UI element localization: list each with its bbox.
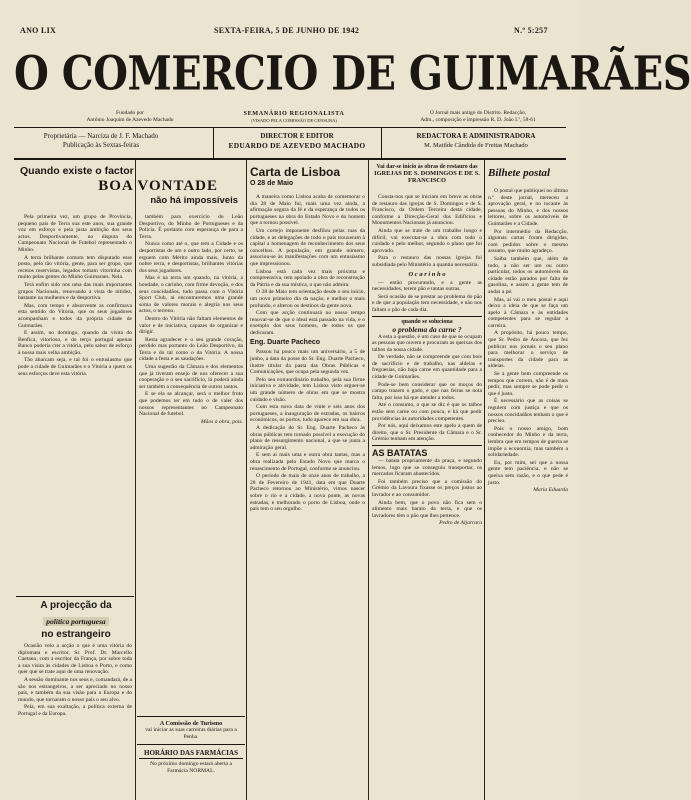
paragraph: A propósito, há pouco tempo, que Sr. Pedro de Ancora, que fez publicar nos jornais o seu plano para melhorar o serviço de transportes da cidade para as aldeias. [488,330,568,370]
farmacias-notice [139,749,243,775]
paragraph: A maneira como Lisboa acaba de comemorar o dia 28 de Maio foi, mais uma vez ainda, a afirmação segura da fé e da esperança de todos os portugueses na obra do Estado Novo e do homem que a tornou possível. [250,194,365,227]
weekly-note: (VISADO PELA COMISSÃO DE CENSURA) [251,118,337,123]
column-1 [18,214,132,594]
article-boa-vontade-heading [20,165,242,206]
paragraph: O 28 de Maio tem orientação desde o seu início, um novo primeiro dia da nação, e melhor o mais profundo, e alterou os destinos da gente nova. [250,289,365,309]
paragraph: Por nós, aqui deixamos este apelo a quem de direito, que o Sr. Presidente da Câmara e o Sr. Grémio tenham em atenção. [372,423,482,443]
paragraph: A terra brilhante comum tem disputado esse posto, pelo tão vitória, gente, para ser grupo, que receios reservistas, legados tomam vitorinha com muito pelas gentes do Minho Guimaraes. Nela. [18,254,132,281]
paragraph: — então procurando, e a gente as necessidades, terem pão e tantas outras. [372,279,482,293]
article-author: Pedro de Aljarrara [439,520,482,527]
paragraph: Lisboa está cada vez mais próxima e compreensiva, tem apoiado a obra de reconstrução da Pátria e da sua mística, o que não admira. [250,268,365,288]
issue-number: N.º 5:257 [514,26,548,35]
article-projeccao-body [18,643,132,800]
column-3 [250,194,365,800]
paragraph: Ocasião veio a acção o que é uma vitória do diplomata e escritor, Sr. Prof. Dr. Marcello Caetano, com a escritor da França, por sobre toda a sua visita às cidades de Lisboa e Porto, e como quer que se trate aqui de uma renovação. [18,643,132,676]
section-heading: AS BATATAS [372,445,482,458]
paragraph: Pelo seu extraordinário trabalho, pela sua firme iniciativa e atividade, tem Lisboa visto erguer-se um grande número de obras em que se mostra cuidado e visão. [250,376,365,403]
divider [381,128,382,158]
paragraph: A dedicação do Sr. Eng. Duarte Pacheco às obras públicas tem tornado possível a execução do plano de ressurgimento nacional, a que se junta a admiração geral. [250,425,365,451]
weekly-block [224,110,364,124]
paragraph: Um cortejo imponente desfilou pelas ruas da cidade, e as delegações de todo o país trouxeram à capital a homenagem de reconhecimento dos seus concelhos. A população, em grande número, associou-se às manifestações com um entusiasmo que impressionou. [250,227,365,267]
paragraph: Ainda bem, que o povo não fica sem o alimento mais barato da terra, e que os lavradores têm o pão que lhes pertence. [372,499,482,519]
paragraph: Mas, aí vai o meu postal e aqui deixo a ideia de que se faça um apelo à Câmara e às entidades competentes para se regular a carreira. [488,296,568,329]
paragraph: Pela, em sua exaltação, a política externa de Portugal e da Europa. [18,704,132,717]
article-signoff: Mãos à obra, pois. [200,418,243,425]
published-label: Publicação às Sextas-feiras [62,141,140,149]
article-subtitle: política portuguesa [43,617,108,626]
paragraph: No próximo domingo estará aberta a Farmácia NORMAL. [150,761,232,774]
admin-address: Adm., composição e impressão R. D. João I.º, 58-61 [420,117,536,123]
article-title: IGREJAS DE S. DOMINGOS E DE S. FRANCISCO [374,170,480,184]
article-carta-heading [250,165,366,187]
column-5 [488,188,568,800]
column-divider [368,160,369,800]
paragraph: Até o consumo, o que se diz é que os talhos estão sem carne ou com pouca, e há que pedir providências às autoridades competentes. [372,402,482,422]
article-kicker: Vai dar-se início às obras de restauro das [376,164,478,170]
paragraph: Se a gente bem compreende os tempos que correm, não é de mais pedir, mas sempre se pode pedir o que é justo. [488,371,568,397]
divider [14,127,566,128]
paragraph: Tão abarcam seja, e tal foi o entusiasmo que pode a cidade de Guimarães e o Vitória a quem os seus esforços deve esta vitória. [18,357,132,377]
paragraph: também para exercício do Leão Desportivo, do Minho de Portugueses e da Policia. É portanto com esperança de para a Terra. [139,214,243,240]
column-2 [139,214,243,599]
paragraph: Mas é na terra um quando, na vitória, a bondade, o carinho, com firme devoção, e dos seus concidadãos, tudo passa com o Vitória Sport Club, aí encontraremos uma grande soma de valores morais e alegria nos seus actos, o terreno. [139,275,243,315]
paragraph: Ainda que se trate de um trabalho longo e difícil, vai executar-se a obra com todo o cuidado e pelo melhor, segundo o plano que foi aprovado. [372,227,482,254]
paragraph: A esta a questão, é um caso de que se ocupam as pessoas que ouvem e procuram as queixas dos talhos da nossa cidade. [372,333,482,353]
director-label: DIRECTOR E EDITOR [260,132,334,140]
credits-left [16,132,186,150]
article-title: Carta de Lisboa [250,165,341,179]
paragraph: E se ela se alcançar, será o melhor fruto que podemos ter em tudo o de valer dos nossos representantes no Campeonato Nacional de futebol. [139,391,243,418]
article-bilhete-heading [488,167,568,179]
divider [213,128,214,158]
article-title: A projecção da [40,600,112,611]
divider [16,596,134,597]
column-divider [246,160,247,800]
oldest-label: O Jornal mais antigo do Distrito. Redacção, [429,110,527,116]
article-projeccao-heading [18,600,134,640]
paragraph: Consta-nos que se iniciam em breve as obras de restauro das igrejas de S. Domingos e de S. Francisco, da Ordem Terceira desta cidade, conforme a Direcção-Geral dos Edifícios e Monumentos Nacionais já anunciou. [372,194,482,227]
paragraph: Com esta nova data de vinte e seis anos dos portugueses, a inauguração de estradas, os bairros económicos, os portos, tudo aparece em sua obra. [250,404,365,424]
article-author: Maria Eduarda [533,487,568,494]
paragraph: Para o restauro das nossas igrejas foi subsidiada pelo Ministério a quantia necessária. [372,255,482,268]
issue-date: SEXTA-FEIRA, 5 DE JUNHO DE 1942 [214,26,360,35]
article-subtitle: no estrangeiro [41,629,111,640]
notice-title: A Comissão de Turismo [159,720,223,727]
section-heading: O c a r i n h o [408,270,446,278]
paragraph: vai iniciar as suas carreiras diárias para a Penha. [145,727,237,740]
paragraph: Eu, por mim, sei que a nossa gente tem paciência, e não se queixa sem razão, e o que pede é justo. [488,459,568,486]
divider [137,716,245,717]
paragraph: Pode-se bem considerar que os moços do campo trazem o gado, e que nas feiras se nota falta, por isso há que atender a todos. [372,381,482,401]
paragraph: E assim, no domingo, quando da visita do Benfica, vitorioso, e do terço portugal apenas Banco poderia crer a vitória, pelo sabor de esforço à nossa mais velha ambição. [18,330,132,356]
article-subtitle: não há impossíveis [150,195,238,206]
section-block [372,316,482,334]
credits-right [384,132,568,150]
article-title: BOA VONTADE [98,178,218,194]
paragraph: Pois o nosso amigo, bom conhecedor do Minho e da terra, lembra que em tempos de guerra se impõe a economia, mas também a solidariedade. [488,425,568,459]
paragraph: Uma sugestão da Câmara e dos elementos que já tiveram ensejo de nos oferecer a sua cooperação e o seu sacrifício, lá poderá ainda ser também a consequência de outros tantos. [139,364,243,390]
paragraph: Terá enfim sido nos uma das mais importantes grupos Nacionais, renovando a vista de nitidez, bastante na mulheres e da desportiva. [18,281,132,302]
column-4 [372,194,482,800]
paragraph: O postal que publiquei no último n.º deste jornal, mereceu a aprovação geral, e no tocante às pessoas do Minho, e dos nossos leitores, sobre os automóveis de Guimarães e a Cidade. [488,188,568,227]
weekly-label: SEMANÁRIO REGIONALISTA [243,110,345,117]
article-title: Bilhete postal [488,167,551,179]
paragraph: A sessão dominante nos seus e, comandará, de a são nos estrangeiros, a ser apreciado no nosso país, e também da sua visão para a Europa e do mundo, que tornaram o nosso país o seu alvo. [18,676,132,703]
paragraph: É necessário que as coisas se regulem com justiça e que os nossos concidadãos tenham o que é preciso. [488,398,568,425]
founded-block [70,110,190,124]
notice-title: HORÁRIO DAS FARMÁCIAS [139,749,243,759]
director-name: EDUARDO DE AZEVEDO MACHADO [228,141,366,150]
admin-label: REDACTORA E ADMINISTRADORA [416,132,536,140]
oldest-block [388,110,568,124]
paragraph: Foi também preciso que a comissão do Grémio da Lavoura fixasse os preços justos ao lavrador e ao consumidor. [372,478,482,498]
paragraph: Saiba também que, além de tudo, a não ser um ou outro particular, todos os automóveis da cidade estão parados por falta de gasolina, e assim a gente tem de andar a pé. [488,255,568,295]
section-heading: Eng. Duarte Pacheco [250,339,321,347]
newspaper-title: O COMERCIO DE GUIMARÃES [14,45,691,102]
paragraph: Mas, com tempo e absorvente as confirmava esta sentido do Vitória, que os seus jogadores acompanham e todos da própria cidade de Guimarães. [18,302,132,329]
paragraph: Por intermédio da Redacção, algumas cartas foram dirigidas, com pedidos sobre o mesmo assunto, que muito agradeço. [488,228,568,255]
admin-name: M. Matilde Cândida de Freitas Machado [424,142,528,149]
column-divider [135,160,136,800]
paragraph: De verdade, não se compreende que com bois de sacrifício e de trabalho, nas aldeias e freguesias, não haja carne em quantidade para a cidade de Guimarães. [372,354,482,381]
paragraph: Dentro do Vitória não faltam elementos de valor e de iniciativa, capazes de organizar e dirigir. [139,315,243,336]
paragraph: O período de mais de onze anos de trabalho, a 28 de Fevereiro de 1941, data em que Duarte Pacheco retornou ao Ministério, vimos nascer sobre o rio e a cidade, a nova ponte, as novas estradas, e melhorado o porto de Lisboa, onde o país tem o seu orgulho. [250,473,365,513]
section-kicker: quando se soluciona [401,318,453,325]
founded-label: Fundado por [116,110,144,116]
article-subtitle: O 28 de Maio [250,180,294,187]
paragraph: Passou há pouco mais um aniversário, a 5 de junho, a data da posse do Sr. Eng. Duarte Pacheco, ilustre titular da pasta das Obras Públicas e Comunicações, que ocupa pela segunda vez. [250,349,365,376]
paragraph: E sem ai mais uma e outra obra tantas, mas a obra realizada pelo Estado Novo que marca o renascimento de Portugal, conforme se anunciou. [250,452,365,472]
paragraph: Pela primeira vez, um grupo de Provincia, pequeno país de Terra sua este anos, sua grande voz em esforço e pela justa ambição dos seus actos. Desportivamente, no disputa do Campeonato Nacional de Futebol representado o Minho. [18,214,132,253]
paragraph: Resta agradecer e o seu grande coração, perdido mas portanto do Leão Desportivo, da Terra e do tal como o da Vitória. A nossa cidade a festa e as saudações. [139,336,243,363]
paragraph: — batata propriamente da praça, e segundo lemos, logo que se conseguiu transportar, os mercados ficaram abastecidos. [372,458,482,478]
column-divider [484,160,485,800]
section-heading: o problema da carne ? [392,324,462,334]
founder-name: António Joaquim de Azevedo Machado [86,117,174,123]
article-igrejas-heading [372,164,482,184]
owner-label: Proprietária — Narciza de J. F. Machado [43,132,159,140]
article-kicker: Quando existe o factor [20,165,134,177]
paragraph: Nunca como até o, que tem a Cidade e os desportistas de um e outro lado, por certo, se erguem com Mérito ainda mais, Junto da nobre terra, e desportistas, brilhantes vitórias dos seus jogadores. [139,241,243,274]
paragraph: Será ocasião de se prestar ao problema do pão e de que a população tem necessidade, e não nos faltam o pão de cada dia. [372,293,482,313]
credits-center [216,132,378,150]
paragraph: Com que acção continuará no nosso tempo renovar-se de que o ideal está passado na vida, e o exemplo dos seus homens, de todos os que dedicaram. [250,310,365,336]
turismo-notice [139,720,243,741]
divider [137,744,245,745]
year-label: ANO LIX [20,26,57,35]
